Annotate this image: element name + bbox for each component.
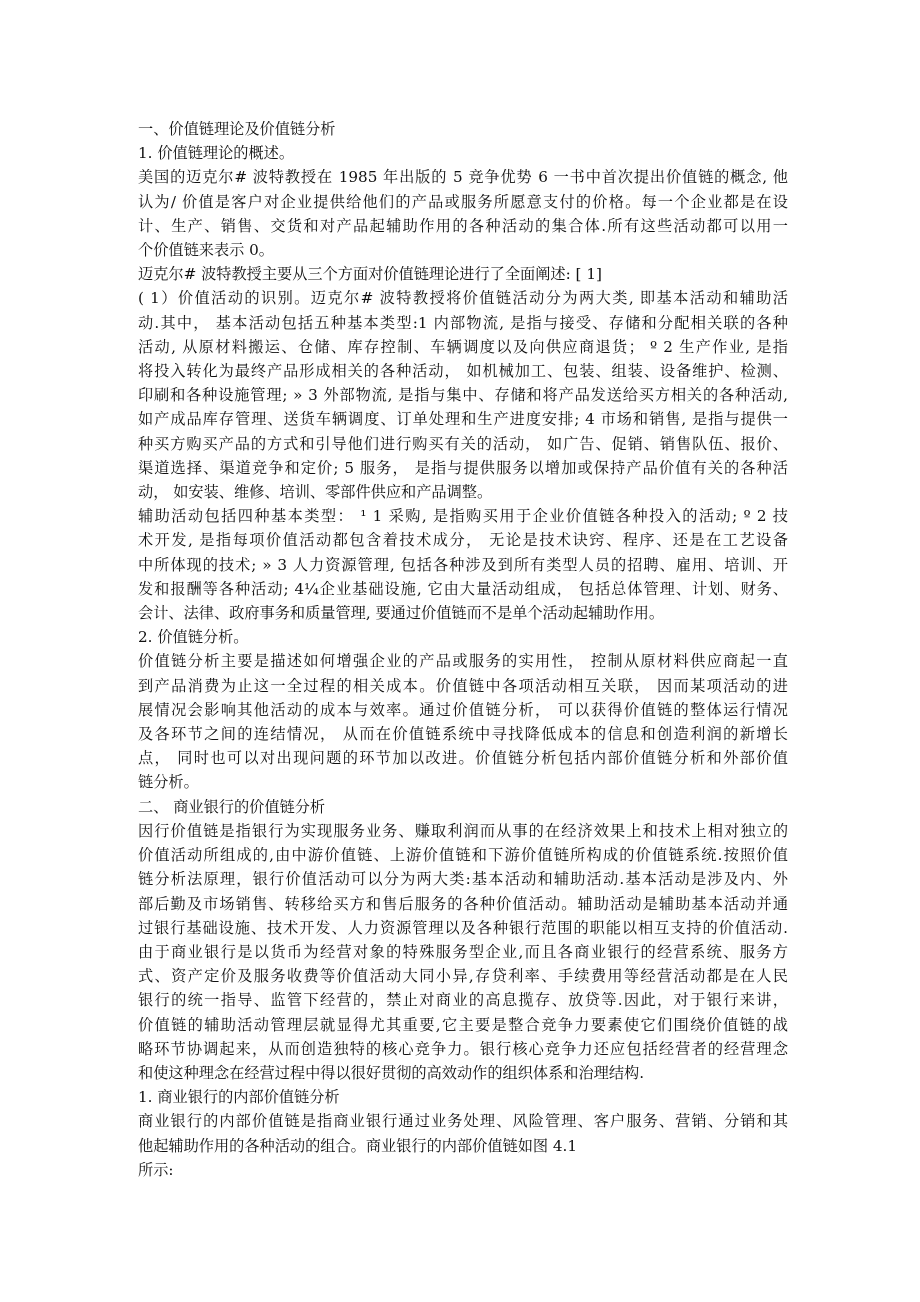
text-line: 他起辅助作用的各种活动的组合。商业银行的内部价值链如图 4.1 <box>138 1136 578 1155</box>
section-heading: 二、 商业银行的价值链分析 <box>138 797 326 816</box>
text-line: 到产品消费为止这一全过程的相关成本。价值链中各项活动相互关联， 因而某项活动的进 <box>138 676 788 695</box>
text-line: 点， 同时也可以对出现问题的环节加以改进。价值链分析包括内部价值链分析和外部价值 <box>138 749 788 768</box>
text-line: 印刷和各种设施管理; » 3 外部物流, 是指与集中、存储和将产品发送给买方相关的各种活动, <box>138 386 788 405</box>
text-line: 价值链分析主要是描述如何增强企业的产品或服务的实用性， 控制从原材料供应商起一直 <box>138 652 788 671</box>
paragraph <box>138 286 788 504</box>
subsection-heading: 1. 价值链理论的概述。 <box>138 144 295 163</box>
paragraph <box>138 504 788 625</box>
text-line: 如产成品库存管理、送货车辆调度、订单处理和生产进度安排; 4 市场和销售, 是指与提供一 <box>138 410 788 429</box>
section-heading: 一、价值链理论及价值链分析 <box>138 120 336 138</box>
text-line: 银行的统一指导、监管下经营的，禁止对商业的高息揽存、放贷等.因此，对于银行来讲， <box>138 991 788 1010</box>
paragraph <box>138 1109 788 1157</box>
text-line: 中所体现的技术; » 3 人力资源管理, 包括各种涉及到所有类型人员的招聘、雇用、培训、开 <box>138 555 788 574</box>
text-line: 商业银行的内部价值链是指商业银行通过业务处理、风险管理、客户服务、营销、分销和其 <box>138 1112 788 1131</box>
text-line: 活动, 从原材料搬运、仓储、库存控制、车辆调度以及向供应商退货； º 2 生产作业, 是指 <box>138 337 788 356</box>
subsection-heading: 1. 商业银行的内部价值链分析 <box>138 1088 340 1107</box>
text-line: 会计、法律、政府事务和质量管理, 要通过价值链而不是单个活动起辅助作用。 <box>138 604 665 623</box>
text-line: 部后勤及市场销售、转移给买方和售后服务的各种价值活动。辅助活动是辅助基本活动并通 <box>138 894 788 913</box>
document-body <box>138 117 788 1182</box>
text-line: 将投入转化为最终产品形成相关的各种活动， 如机械加工、包装、组装、设备维护、检测、 <box>138 362 788 381</box>
text-line: 个价值链来表示 0。 <box>138 241 274 260</box>
text-line: 链分析法原理，银行价值活动可以分为两大类:基本活动和辅助活动.基本活动是涉及内、外 <box>138 870 788 889</box>
text-line: 美国的迈克尔# 波特教授在 1985 年出版的 5 竞争优势 6 一书中首次提出价值链的概念, 他 <box>138 168 788 187</box>
text-line: 认为/ 价值是客户对企业提供给他们的产品或服务所愿意支付的价格。每一个企业都是在设 <box>138 192 788 211</box>
text-line: 动， 如安装、维修、培训、零部件供应和产品调整。 <box>138 483 493 502</box>
paragraph <box>138 165 788 262</box>
text-line: 辅助活动包括四种基本类型： ¹ 1 采购, 是指购买用于企业价值链各种投入的活动; º 2 技 <box>138 507 788 526</box>
text-line: ( 1）价值活动的识别。迈克尔# 波特教授将价值链活动分为两大类, 即基本活动和辅助活 <box>138 289 788 308</box>
text-line: 动.其中， 基本活动包括五种基本类型:1 内部物流, 是指与接受、存储和分配相关联的各种 <box>138 313 788 332</box>
paragraph <box>138 649 788 794</box>
text-line: 计、生产、销售、交货和对产品起辅助作用的各种活动的集合体.所有这些活动都可以用一 <box>138 216 788 235</box>
text-line: 术开发, 是指每项价值活动都包含着技术成分， 无论是技术诀窍、程序、还是在工艺设备 <box>138 531 788 550</box>
text-line: 展情况会影响其他活动的成本与效率。通过价值链分析， 可以获得价值链的整体运行情况 <box>138 700 788 719</box>
text-line: 略环节协调起来，从而创造独特的核心竞争力。银行核心竞争力还应包括经营者的经营理念 <box>138 1039 788 1058</box>
text-line: 过银行基础设施、技术开发、人力资源管理以及各种银行范围的职能以相互支持的价值活动. <box>138 918 788 937</box>
paragraph: 所示: <box>138 1160 174 1179</box>
text-line: 式、资产定价及服务收费等价值活动大同小异,存贷利率、手续费用等经营活动都是在人民 <box>138 967 788 986</box>
text-line: 价值活动所组成的,由中游价值链、上游价值链和下游价值链所构成的价值链系统.按照价值 <box>138 846 788 865</box>
text-line: 因行价值链是指银行为实现服务业务、赚取利润而从事的在经济效果上和技术上相对独立的 <box>138 821 788 840</box>
text-line: 种买方购买产品的方式和引导他们进行购买有关的活动， 如广告、促销、销售队伍、报价、 <box>138 434 788 453</box>
paragraph <box>138 819 788 1085</box>
text-line: 价值链的辅助活动管理层就显得尤其重要,它主要是整合竞争力要素使它们围绕价值链的战 <box>138 1015 788 1034</box>
subsection-heading: 2. 价值链分析。 <box>138 628 249 647</box>
text-line: 渠道选择、渠道竞争和定价; 5 服务， 是指与提供服务以增加或保持产品价值有关的各种活 <box>138 458 788 477</box>
paragraph: 迈克尔# 波特教授主要从三个方面对价值链理论进行了全面阐述: [ 1] <box>138 265 602 284</box>
text-line: 由于商业银行是以货币为经营对象的特殊服务型企业,而且各商业银行的经营系统、服务方 <box>138 942 788 961</box>
text-line: 发和报酬等各种活动; 4¼企业基础设施, 它由大量活动组成， 包括总体管理、计划、财务、 <box>138 579 788 598</box>
text-line: 链分析。 <box>138 773 199 792</box>
text-line: 和使这种理念在经营过程中得以很好贯彻的高效动作的组织体系和治理结构. <box>138 1063 645 1082</box>
text-line: 及各环节之间的连结情况， 从而在价值链系统中寻找降低成本的信息和创造利润的新增长 <box>138 725 788 744</box>
